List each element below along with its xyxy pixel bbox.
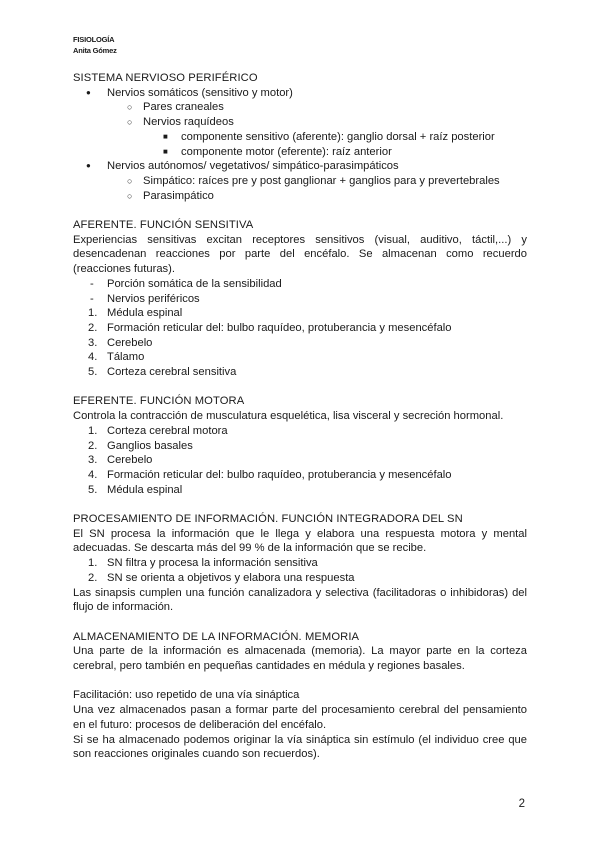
paragraph: Una vez almacenados pasan a formar parte del procesamiento cerebral del pensamiento en el futuro: procesos de deliberación del encéfalo. [73, 704, 527, 731]
paragraph: Experiencias sensitivas excitan receptores sensitivos (visual, auditivo, táctil,...) y desencadenan reacciones por parte del encéfalo. Se almacenan como recuerdo (reacciones futuras). [73, 233, 527, 276]
list-item: ○ Nervios raquídeos [127, 116, 234, 129]
list-item: ○ Parasimpático [127, 189, 214, 202]
list-item: 2. Ganglios basales [88, 439, 193, 452]
list-item: 1. SN filtra y procesa la información sensitiva [88, 557, 318, 570]
header-subject: FISIOLOGÍA [73, 35, 115, 44]
paragraph: Controla la contracción de musculatura esquelética, lisa visceral y secreción hormonal. [73, 410, 504, 423]
circle-bullet-icon: ○ [127, 190, 133, 201]
page-number: 2 [518, 798, 525, 810]
list-item: 3. Cerebelo [88, 454, 153, 467]
section-title-aferente: AFERENTE. FUNCIÓN SENSITIVA [73, 219, 254, 232]
paragraph: Si se ha almacenado podemos originar la vía sináptica sin estímulo (el individuo cree que son reacciones originales cuando son recuerdos). [73, 733, 527, 761]
list-item: ■ componente motor (eferente): raíz anterior [163, 145, 392, 158]
list-item: 1. Corteza cerebral motora [88, 424, 228, 437]
list-item: 1. Médula espinal [88, 307, 183, 320]
list-item: 2. SN se orienta a objetivos y elabora una respuesta [88, 571, 355, 584]
list-item: 3. Cerebelo [88, 336, 153, 349]
paragraph: Facilitación: uso repetido de una vía sináptica [73, 689, 300, 702]
list-item: 4. Formación reticular del: bulbo raquídeo, protuberancia y mesencéfalo [88, 468, 452, 481]
bullet-icon: ● [86, 87, 91, 97]
page-header [73, 34, 117, 56]
square-bullet-icon: ■ [163, 146, 168, 156]
list-item: 2. Formación reticular del: bulbo raquídeo, protuberancia y mesencéfalo [88, 321, 452, 334]
list-item: ○ Pares craneales [127, 101, 224, 114]
header-author: Anita Gómez [73, 46, 117, 55]
list-item: ○ Simpático: raíces pre y post ganglionar + ganglios para y prevertebrales [127, 174, 500, 187]
section-title-procesamiento: PROCESAMIENTO DE INFORMACIÓN. FUNCIÓN INTEGRADORA DEL SN [73, 513, 463, 526]
circle-bullet-icon: ○ [127, 102, 133, 113]
list-item: 5. Corteza cerebral sensitiva [88, 366, 237, 379]
paragraph: Las sinapsis cumplen una función canalizadora y selectiva (facilitadoras o inhibidoras) del flujo de información. [73, 586, 527, 614]
section-title-eferente: EFERENTE. FUNCIÓN MOTORA [73, 395, 245, 408]
circle-bullet-icon: ○ [127, 117, 133, 128]
page-content [73, 71, 527, 762]
section-title-snp: SISTEMA NERVIOSO PERIFÉRICO [73, 72, 258, 84]
list-item: ● Nervios autónomos/ vegetativos/ simpático-parasimpáticos [86, 160, 399, 173]
list-item: 5. Médula espinal [88, 483, 183, 496]
bullet-icon: ● [86, 161, 91, 171]
list-item: - Porción somática de la sensibilidad [90, 277, 282, 290]
list-item: - Nervios periféricos [90, 292, 200, 305]
list-item: 4. Tálamo [88, 351, 145, 364]
list-item: ● Nervios somáticos (sensitivo y motor) [86, 86, 293, 99]
square-bullet-icon: ■ [163, 131, 168, 141]
circle-bullet-icon: ○ [127, 175, 133, 186]
paragraph: El SN procesa la información que le llega y elabora una respuesta motora y mental adecuadas. Se descarta más del 99 % de la información que se recibe. [73, 527, 527, 555]
paragraph: Una parte de la información es almacenada (memoria). La mayor parte en la corteza cerebral, pero también en pequeñas cantidades en médula y regiones basales. [73, 645, 527, 673]
section-title-almacenamiento: ALMACENAMIENTO DE LA INFORMACIÓN. MEMORIA [73, 630, 360, 643]
list-item: ■ componente sensitivo (aferente): ganglio dorsal + raíz posterior [163, 130, 495, 143]
